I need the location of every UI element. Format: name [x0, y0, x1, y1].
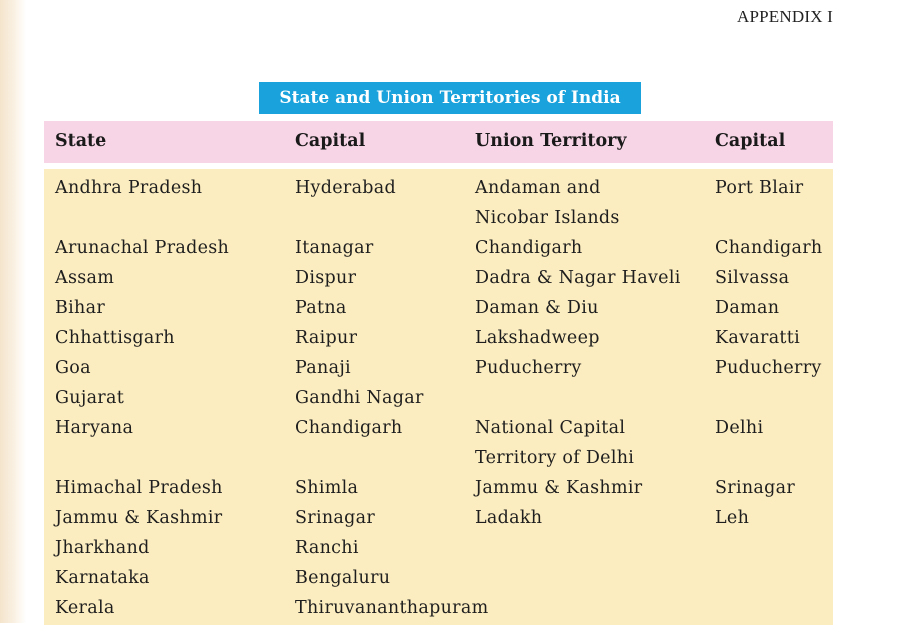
- ut-capital-cell: Delhi: [715, 418, 764, 438]
- table-row: [44, 533, 833, 563]
- union-territory-cell-line2: Territory of Delhi: [475, 448, 635, 468]
- ut-capital-cell: Kavaratti: [715, 328, 800, 348]
- ut-capital-cell: Leh: [715, 508, 750, 528]
- state-cell: Jharkhand: [55, 538, 150, 558]
- state-capital-cell: Bengaluru: [295, 568, 391, 588]
- state-cell: Karnataka: [55, 568, 150, 588]
- column-header-union-territory: Union Territory: [475, 131, 627, 151]
- state-cell: Kerala: [55, 598, 115, 618]
- state-cell: Arunachal Pradesh: [55, 238, 230, 258]
- table-header-row: [44, 121, 833, 163]
- table-row: [44, 323, 833, 353]
- table-row: [44, 563, 833, 593]
- state-capital-cell: Dispur: [295, 268, 357, 288]
- ut-capital-cell: Silvassa: [715, 268, 790, 288]
- state-capital-cell: Gandhi Nagar: [295, 388, 424, 408]
- table-body: [44, 169, 833, 625]
- union-territory-cell: Chandigarh: [475, 238, 583, 258]
- state-capital-cell: Chandigarh: [295, 418, 403, 438]
- state-cell: Haryana: [55, 418, 134, 438]
- state-capital-cell: Hyderabad: [295, 178, 397, 198]
- state-capital-cell: Itanagar: [295, 238, 374, 258]
- ut-capital-cell: Port Blair: [715, 178, 804, 198]
- state-cell: Gujarat: [55, 388, 125, 408]
- union-territory-cell: Ladakh: [475, 508, 543, 528]
- table-row: [44, 383, 833, 413]
- table-row: [44, 503, 833, 533]
- column-header-state: State: [55, 131, 107, 151]
- union-territory-cell: Jammu & Kashmir: [475, 478, 643, 498]
- table-row: [44, 413, 833, 473]
- state-capital-cell: Patna: [295, 298, 347, 318]
- union-territory-cell: Andaman and: [475, 178, 601, 198]
- state-cell: Goa: [55, 358, 91, 378]
- table-row: [44, 173, 833, 233]
- page-edge-shadow: [0, 0, 26, 623]
- state-cell: Jammu & Kashmir: [55, 508, 223, 528]
- state-cell: Assam: [55, 268, 115, 288]
- state-cell: Himachal Pradesh: [55, 478, 223, 498]
- ut-capital-cell: Srinagar: [715, 478, 796, 498]
- state-cell: Chhattisgarh: [55, 328, 175, 348]
- column-header-ut-capital: Capital: [715, 131, 786, 151]
- union-territory-cell-line2: Nicobar Islands: [475, 208, 620, 228]
- table-row: [44, 473, 833, 503]
- ut-capital-cell: Daman: [715, 298, 780, 318]
- states-table: [44, 121, 833, 625]
- union-territory-cell: Dadra & Nagar Haveli: [475, 268, 681, 288]
- state-cell: Andhra Pradesh: [55, 178, 203, 198]
- table-row: [44, 353, 833, 383]
- state-cell: Bihar: [55, 298, 106, 318]
- state-capital-cell: Raipur: [295, 328, 358, 348]
- table-row: [44, 593, 833, 623]
- state-capital-cell: Panaji: [295, 358, 351, 378]
- state-capital-cell: Shimla: [295, 478, 359, 498]
- union-territory-cell: Daman & Diu: [475, 298, 599, 318]
- appendix-label: APPENDIX I: [737, 7, 833, 26]
- table-row: [44, 263, 833, 293]
- ut-capital-cell: Puducherry: [715, 358, 822, 378]
- column-header-state-capital: Capital: [295, 131, 366, 151]
- union-territory-cell: National Capital: [475, 418, 626, 438]
- table-title: State and Union Territories of India: [259, 82, 641, 114]
- union-territory-cell: Lakshadweep: [475, 328, 600, 348]
- state-capital-cell: Thiruvananthapuram: [295, 598, 489, 618]
- ut-capital-cell: Chandigarh: [715, 238, 823, 258]
- table-row: [44, 233, 833, 263]
- state-capital-cell: Ranchi: [295, 538, 359, 558]
- state-capital-cell: Srinagar: [295, 508, 376, 528]
- table-row: [44, 293, 833, 323]
- union-territory-cell: Puducherry: [475, 358, 582, 378]
